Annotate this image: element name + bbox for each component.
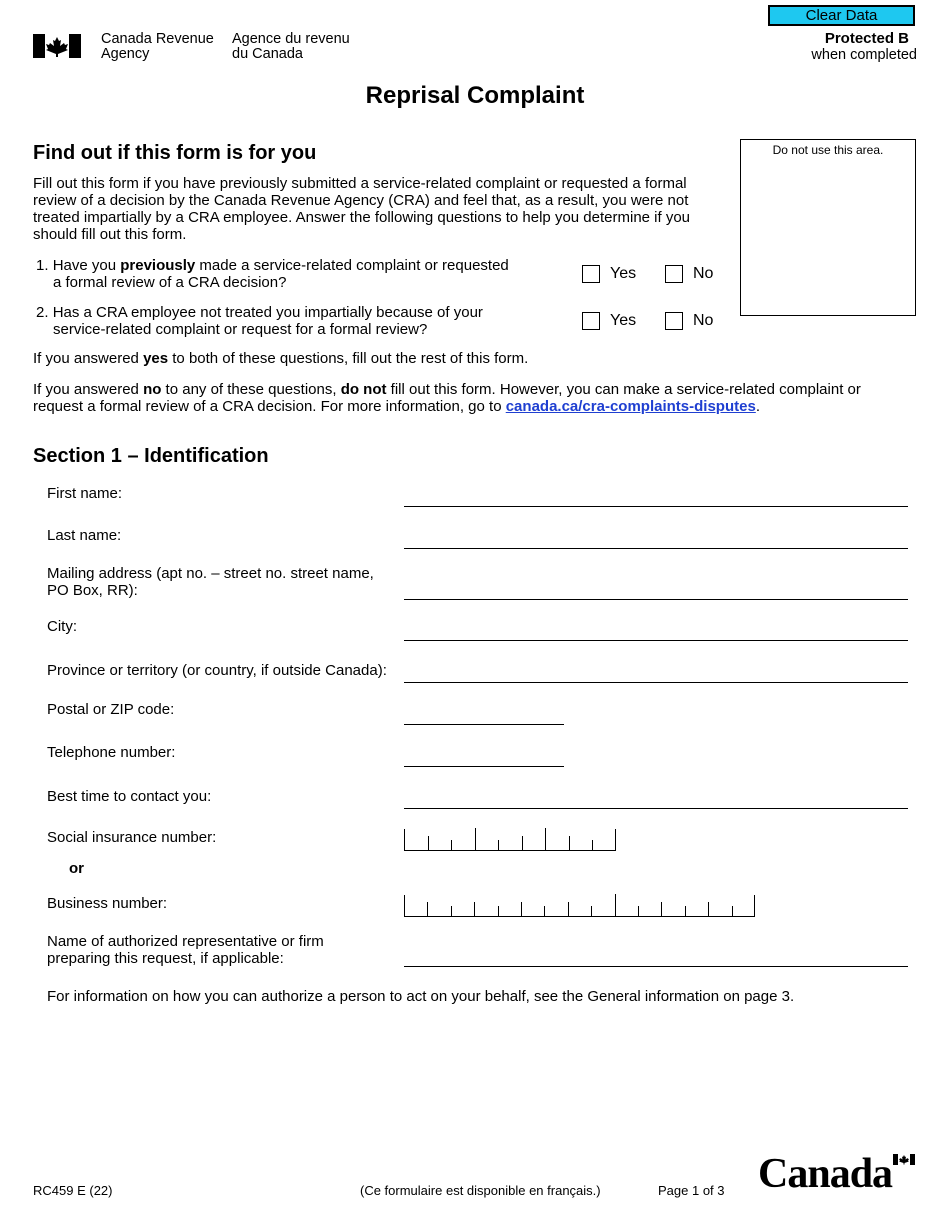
agency-name-fr — [232, 32, 350, 62]
agency-name-en — [101, 32, 214, 62]
comb-divider — [451, 840, 452, 850]
agency-en-line1: Canada Revenue — [101, 31, 214, 47]
comb-divider — [732, 906, 733, 916]
best-time-field[interactable] — [404, 808, 908, 809]
agency-fr-line2: du Canada — [232, 46, 303, 62]
answer-no-post: fill out this form. However, you can make a service-related complaint or request a formal review of a CRA decision. For more information, go to — [33, 381, 861, 415]
answer-no-mid: to any of these questions, — [161, 381, 341, 398]
comb-divider — [475, 828, 476, 850]
comb-divider — [522, 836, 523, 850]
telephone-field[interactable] — [404, 766, 564, 767]
answer-yes-text — [33, 350, 913, 367]
mailing-address-label — [47, 565, 374, 599]
or-label: or — [69, 860, 84, 877]
business-number-label: Business number: — [47, 895, 168, 912]
comb-divider — [521, 902, 522, 916]
do-not-use-label: Do not use this area. — [772, 143, 884, 157]
representative-label — [47, 933, 324, 967]
do-not-use-area — [740, 139, 916, 316]
postal-code-label: Postal or ZIP code: — [47, 701, 175, 718]
question-2 — [36, 304, 483, 321]
city-label: City: — [47, 618, 77, 635]
clear-data-button[interactable]: Clear Data — [768, 5, 915, 26]
q1-no-checkbox[interactable] — [665, 265, 683, 283]
intro-paragraph: Fill out this form if you have previously submitted a service-related complaint or requested a formal review of a decision by the Canada Revenue Agency (CRA) and feel that, as a result, you were not treated impartially by a CRA employee. Answer the following questions to help you determine if you should fill out this form. — [33, 175, 691, 243]
q2-line2: service-related complaint or request for a formal review? — [53, 321, 428, 338]
comb-divider — [544, 906, 545, 916]
answer-yes-post: to both of these questions, fill out the rest of this form. — [168, 350, 529, 367]
q2-number: 2. — [36, 304, 49, 321]
telephone-label: Telephone number: — [47, 744, 176, 761]
q1-number: 1. — [36, 257, 49, 274]
comb-divider — [427, 902, 428, 916]
representative-line2: preparing this request, if applicable: — [47, 950, 284, 967]
q1-no-label: No — [693, 265, 714, 282]
first-name-label: First name: — [47, 485, 123, 502]
french-availability: (Ce formulaire est disponible en français.) — [360, 1183, 601, 1198]
form-code: RC459 E (22) — [33, 1183, 113, 1198]
comb-divider — [708, 902, 709, 916]
comb-divider — [545, 828, 546, 850]
mailing-address-line1: Mailing address (apt no. – street no. street name, — [47, 565, 374, 582]
q2-no-checkbox[interactable] — [665, 312, 683, 330]
q2-yes-checkbox[interactable] — [582, 312, 600, 330]
answer-yes-pre: If you answered — [33, 350, 144, 367]
last-name-label: Last name: — [47, 527, 122, 544]
protected-label: Protected B — [824, 30, 909, 47]
representative-line1: Name of authorized representative or firm — [47, 933, 324, 950]
best-time-label: Best time to contact you: — [47, 788, 212, 805]
answer-no-bold2: do not — [340, 381, 387, 398]
q1-text-pre: Have you — [52, 257, 121, 274]
q1-text-bold: previously — [120, 257, 196, 274]
q2-yes-label: Yes — [610, 312, 637, 329]
comb-divider — [498, 840, 499, 850]
page-title: Reprisal Complaint — [365, 82, 585, 109]
comb-divider — [592, 840, 593, 850]
comb-divider — [685, 906, 686, 916]
protected-sub: when completed — [811, 47, 917, 63]
province-label: Province or territory (or country, if outside Canada): — [47, 662, 387, 679]
comb-divider — [428, 836, 429, 850]
intro-heading: Find out if this form is for you — [33, 142, 317, 164]
comb-divider — [569, 836, 570, 850]
answer-no-text — [33, 381, 913, 415]
comb-divider — [591, 906, 592, 916]
sin-label: Social insurance number: — [47, 829, 217, 846]
q1-yes-label: Yes — [610, 265, 637, 282]
business-number-field[interactable] — [404, 895, 755, 917]
sin-field[interactable] — [404, 829, 616, 851]
agency-fr-line1: Agence du revenu — [232, 31, 350, 47]
comb-divider — [498, 906, 499, 916]
comb-divider — [568, 902, 569, 916]
answer-yes-bold: yes — [143, 350, 169, 367]
protected-notice — [811, 31, 917, 63]
q2-no-label: No — [693, 312, 714, 329]
city-field[interactable] — [404, 640, 908, 641]
last-name-field[interactable] — [404, 548, 908, 549]
canada-wordmark: Canada — [758, 1151, 893, 1197]
answer-no-bold1: no — [143, 381, 162, 398]
comb-divider — [661, 902, 662, 916]
comb-divider — [615, 894, 616, 916]
representative-field[interactable] — [404, 966, 908, 967]
q1-line2: a formal review of a CRA decision? — [53, 274, 287, 291]
authorization-info: For information on how you can authorize a person to act on your behalf, see the General information on page 3. — [47, 988, 795, 1005]
mailing-address-line2: PO Box, RR): — [47, 582, 138, 599]
comb-divider — [451, 906, 452, 916]
section1-heading: Section 1 – Identification — [33, 445, 269, 467]
mailing-address-field[interactable] — [404, 599, 908, 600]
q2-line1: Has a CRA employee not treated you impartially because of your — [52, 304, 483, 321]
comb-divider — [638, 906, 639, 916]
q1-yes-checkbox[interactable] — [582, 265, 600, 283]
canada-flag-icon — [33, 34, 81, 58]
complaints-link[interactable]: canada.ca/cra-complaints-disputes — [505, 398, 756, 415]
agency-en-line2: Agency — [101, 46, 150, 62]
answer-no-pre: If you answered — [33, 381, 144, 398]
q1-text-post: made a service-related complaint or requested — [195, 257, 509, 274]
first-name-field[interactable] — [404, 506, 908, 507]
comb-divider — [474, 902, 475, 916]
province-field[interactable] — [404, 682, 908, 683]
postal-code-field[interactable] — [404, 724, 564, 725]
wordmark-flag-icon — [893, 1154, 915, 1165]
question-1 — [36, 257, 509, 274]
page-number: Page 1 of 3 — [658, 1183, 725, 1198]
answer-no-period: . — [755, 398, 760, 415]
